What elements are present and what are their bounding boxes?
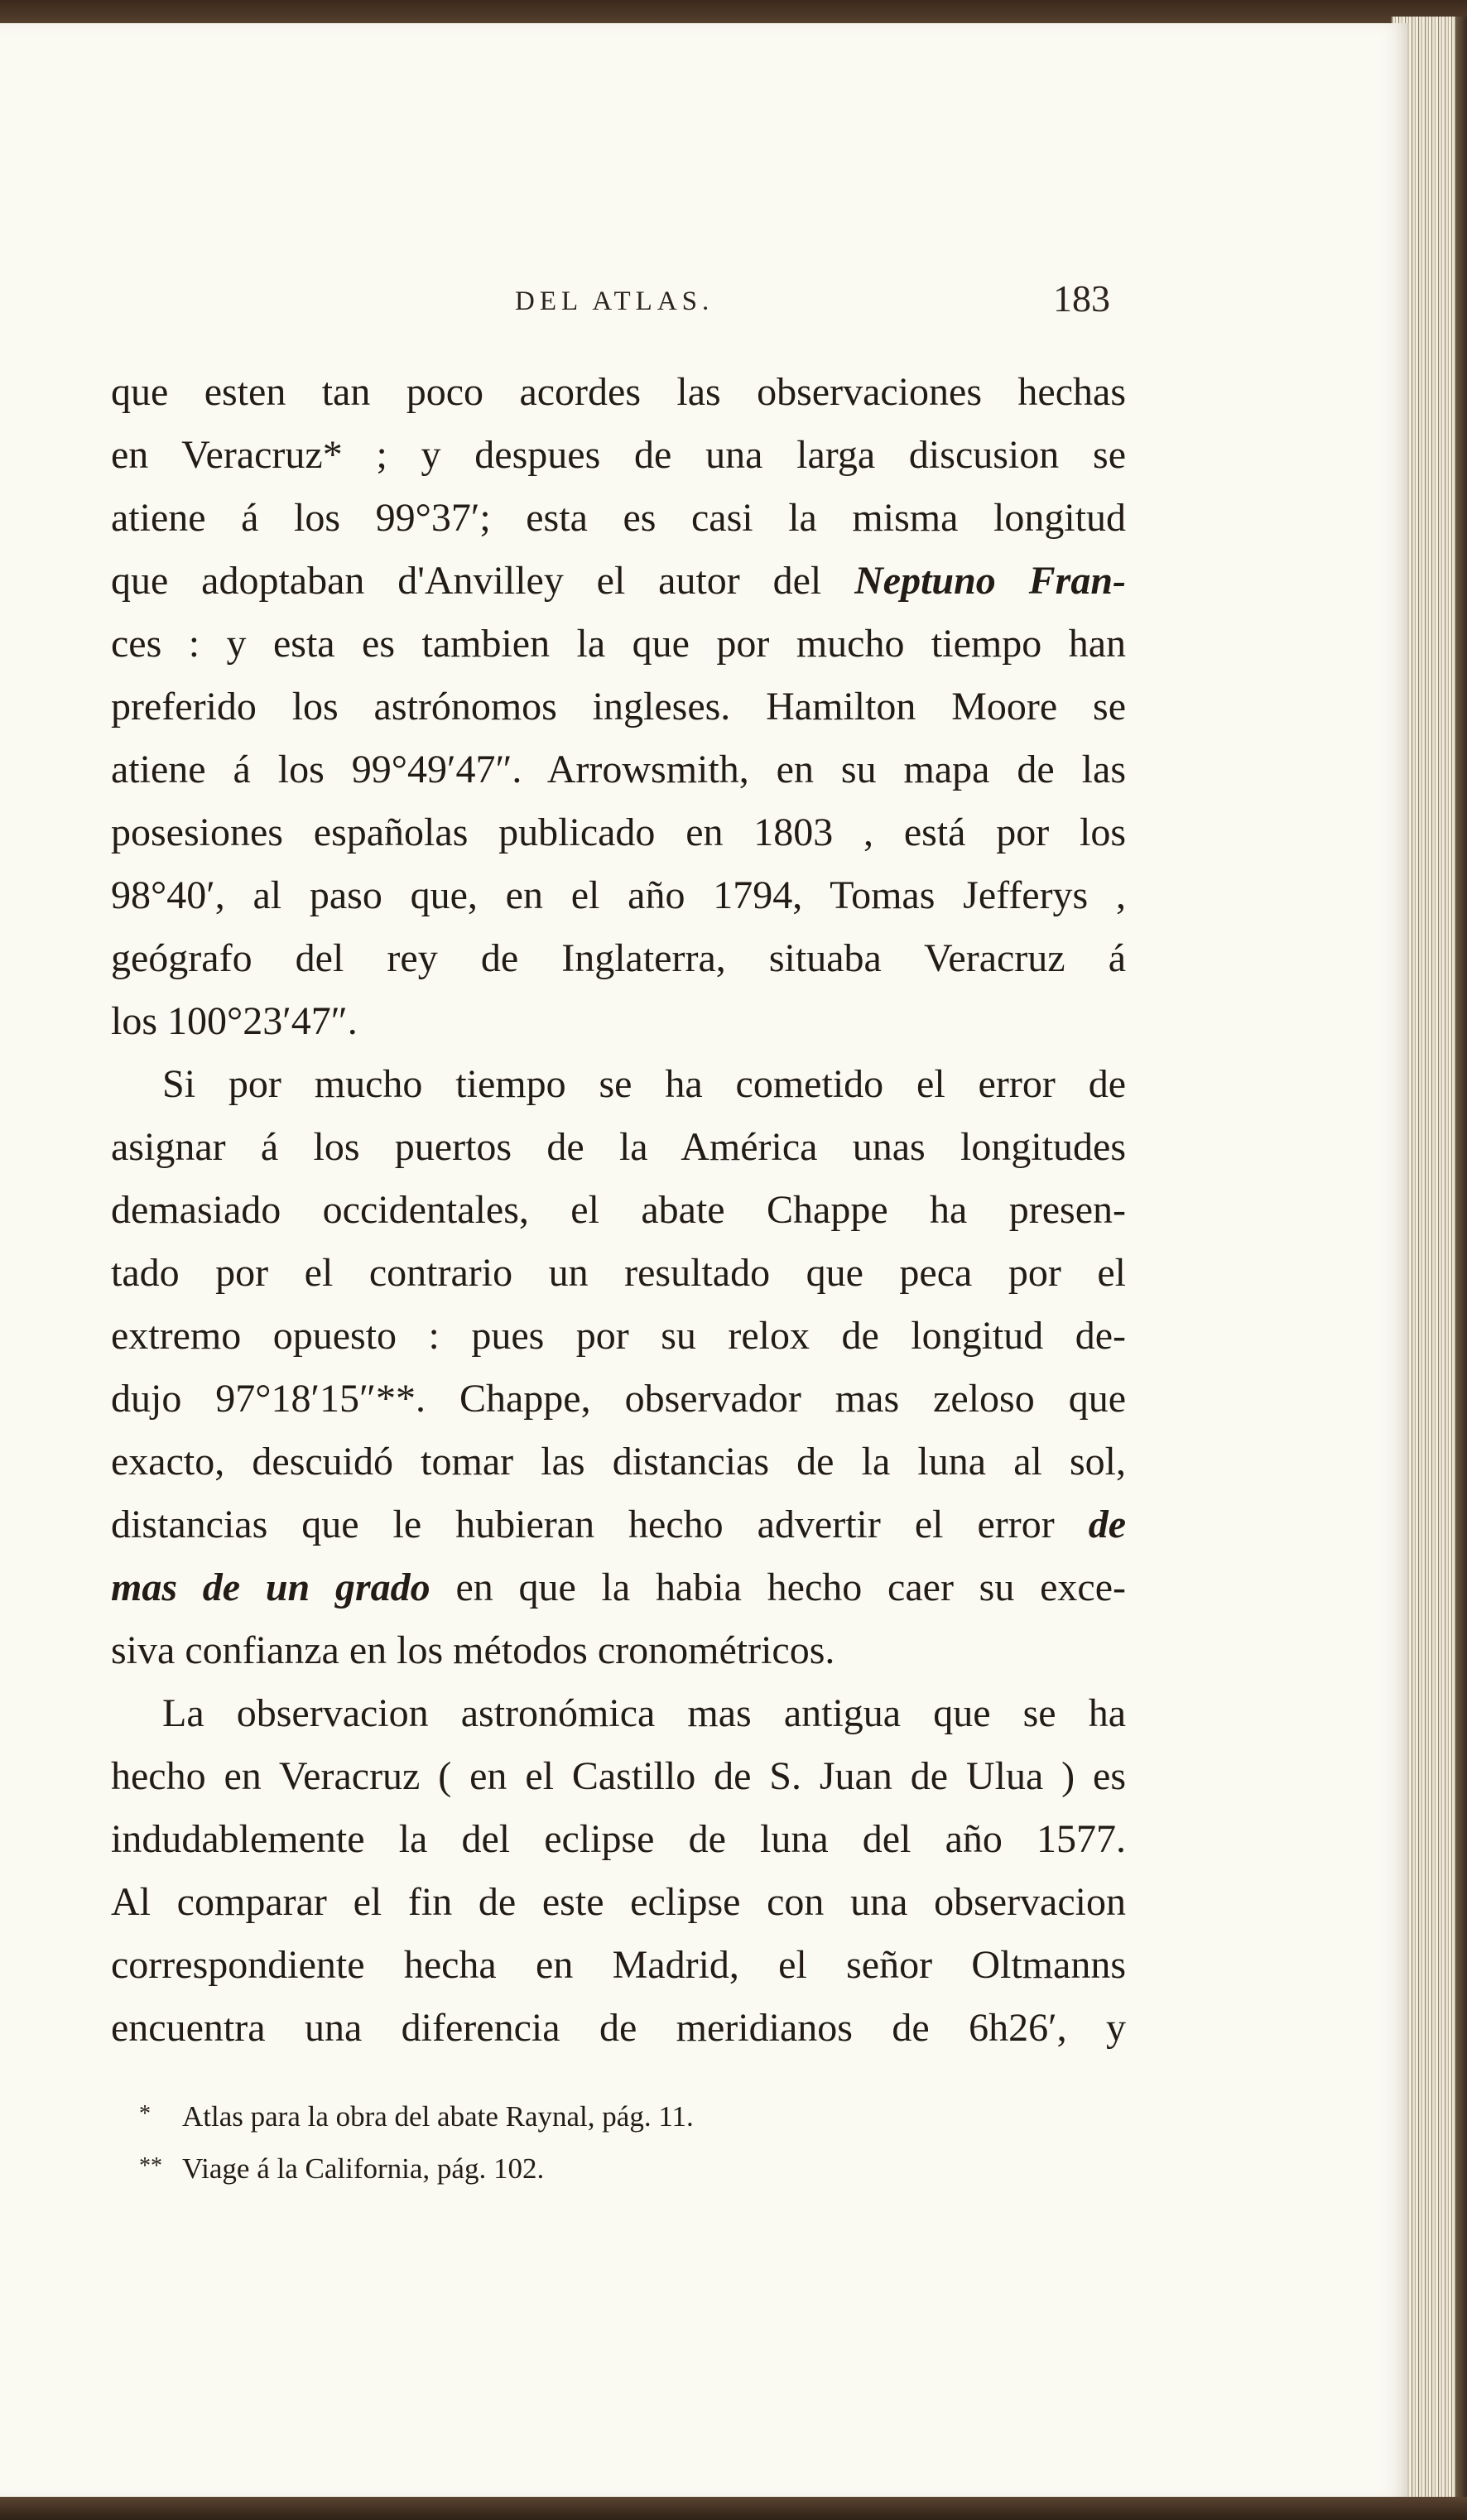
- text-line: que esten tan poco acordes las observaciones hechas: [111, 370, 1126, 414]
- text-line-part: distancias que le hubieran hecho advertir el error: [111, 1503, 1055, 1546]
- text-line: [111, 1556, 1126, 1619]
- text-line: siva confianza en los métodos cronométricos.: [111, 1628, 835, 1672]
- text-line: [111, 1493, 1126, 1556]
- text-line: Si por mucho tiempo se ha cometido el error de: [162, 1062, 1126, 1106]
- text-line: [111, 550, 1126, 613]
- text-line: en Veracruz* ; y despues de una larga discusion se: [111, 433, 1126, 477]
- running-head: [0, 270, 1407, 320]
- text-line-part: que adoptaban d'Anvilley el autor del: [111, 559, 822, 603]
- footnote-mark: **: [139, 2153, 162, 2179]
- text-line: geógrafo del rey de Inglaterra, situaba Veracruz á: [111, 936, 1126, 980]
- italic-de: de: [1088, 1503, 1127, 1546]
- text-line: atiene á los 99°37′; esta es casi la misma longitud: [111, 496, 1126, 540]
- text-line: exacto, descuidó tomar las distancias de la luna al sol,: [111, 1440, 1126, 1484]
- page-number: 183: [1053, 277, 1110, 320]
- text-line: atiene á los 99°49′47″. Arrowsmith, en su mapa de las: [111, 748, 1126, 791]
- body-text: [111, 361, 1126, 2060]
- text-line: ces : y esta es tambien la que por mucho tiempo han: [111, 622, 1126, 666]
- text-line: La observacion astronómica mas antigua que se ha: [162, 1691, 1126, 1735]
- text-line: extremo opuesto : pues por su relox de longitud de-: [111, 1314, 1126, 1358]
- text-line: los 100°23′47″.: [111, 999, 358, 1043]
- text-line: encuentra una diferencia de meridianos de 6h26′, y: [111, 2006, 1126, 2050]
- text-line-part: en que la habia hecho caer su exce-: [455, 1565, 1127, 1609]
- book-cover-bottom: [0, 2497, 1467, 2520]
- text-line: indudablemente la del eclipse de luna del año 1577.: [111, 1817, 1126, 1861]
- footnote: [139, 2090, 1133, 2142]
- text-line: posesiones españolas publicado en 1803 , está por los: [111, 810, 1126, 854]
- footnotes: [139, 2090, 1133, 2194]
- footnote-text: Atlas para la obra del abate Raynal, pág. 11.: [182, 2100, 694, 2133]
- text-line: hecho en Veracruz ( en el Castillo de S. Juan de Ulua ) es: [111, 1754, 1126, 1798]
- text-line: demasiado occidentales, el abate Chappe ha presen-: [111, 1188, 1126, 1232]
- text-line: asignar á los puertos de la América unas longitudes: [111, 1125, 1126, 1169]
- text-line: preferido los astrónomos ingleses. Hamilton Moore se: [111, 685, 1126, 729]
- running-head-title: DEL ATLAS.: [515, 286, 714, 316]
- italic-mas-de-un-grado: mas de un grado: [111, 1565, 430, 1609]
- text-line: tado por el contrario un resultado que peca por el: [111, 1251, 1126, 1295]
- text-line: correspondiente hecha en Madrid, el señor Oltmanns: [111, 1943, 1126, 1987]
- footnote-mark: *: [139, 2101, 151, 2127]
- text-line: dujo 97°18′15″**. Chappe, observador mas zeloso que: [111, 1377, 1126, 1421]
- text-line: Al comparar el fin de este eclipse con una observacion: [111, 1880, 1126, 1924]
- footnote: [139, 2142, 1133, 2194]
- footnote-text: Viage á la California, pág. 102.: [182, 2152, 545, 2185]
- italic-title-neptuno: Neptuno Fran-: [854, 559, 1126, 603]
- text-line: 98°40′, al paso que, en el año 1794, Tomas Jefferys ,: [111, 873, 1126, 917]
- book-page: [0, 23, 1409, 2498]
